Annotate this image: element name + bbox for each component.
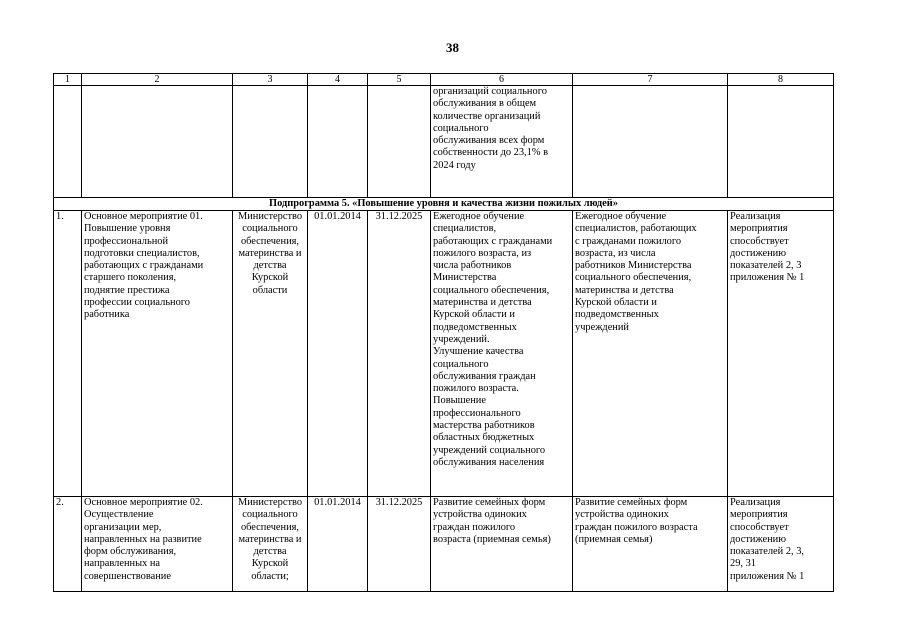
indicators-cell: Реализация мероприятия способствует достижению показателей 2, 3 приложения № 1 [728,211,834,497]
column-number-row [54,74,834,86]
continuation-row [54,86,834,198]
column-header-4: 4 [308,74,368,86]
table-cell [368,86,431,198]
end-date-cell: 31.12.2025 [368,211,431,497]
activity-cell: Основное мероприятие 01. Повышение уровня профессиональной подготовки специалистов, работающих с гражданами старшего поколения, поднятие престижа профессии социального работника [82,211,233,497]
table-row [54,497,834,592]
expected-result-cell: Ежегодное обучение специалистов, работающих с гражданами пожилого возраста, из числа работников Министерства социального обеспечения, материнства и детства Курской области и подведомственных учреждений. Улучшение качества социального обслуживания граждан пожилого возраста. Повышение профессионального мастерства работников областных бюджетных учреждений социального обслуживания населения [431,211,573,497]
table-cell [54,86,82,198]
table-cell [82,86,233,198]
consequence-cell: Ежегодное обучение специалистов, работающих с гражданами пожилого возраста, из числа работников Министерства социального обеспечения, материнства и детства Курской области и подведомственных учреждений [573,211,728,497]
column-header-5: 5 [368,74,431,86]
table-cell [573,86,728,198]
indicators-cell: Реализация мероприятия способствует достижению показателей 2, 3, 29, 31 приложения № 1 [728,497,834,592]
consequence-cell: Развитие семейных форм устройства одиноких граждан пожилого возраста (приемная семья) [573,497,728,592]
column-header-7: 7 [573,74,728,86]
table-row [54,211,834,497]
column-header-8: 8 [728,74,834,86]
column-header-3: 3 [233,74,308,86]
executor-cell: Министерство социального обеспечения, материнства и детства Курской области; [233,497,308,592]
page-number: 38 [446,40,459,55]
end-date-cell: 31.12.2025 [368,497,431,592]
column-header-2: 2 [82,74,233,86]
row-number: 1. [54,211,82,497]
activity-cell: Основное мероприятие 02. Осуществление организации мер, направленных на развитие форм обслуживания, направленных на совершенствование [82,497,233,592]
start-date-cell: 01.01.2014 [308,211,368,497]
table-cell [728,86,834,198]
table-cell [233,86,308,198]
subprogram-title: Подпрограмма 5. «Повышение уровня и качества жизни пожилых людей» [54,198,834,211]
subprogram-header-row [54,198,834,211]
table-cell [308,86,368,198]
expected-result-cell: Развитие семейных форм устройства одиноких граждан пожилого возраста (приемная семья) [431,497,573,592]
executor-cell: Министерство социального обеспечения, материнства и детства Курской области [233,211,308,497]
column-header-6: 6 [431,74,573,86]
program-table [53,73,834,592]
continuation-result-cell: организаций социального обслуживания в общем количестве организаций социального обслуживания всех форм собственности до 23,1% в 2024 году [431,86,573,198]
row-number: 2. [54,497,82,592]
column-header-1: 1 [54,74,82,86]
start-date-cell: 01.01.2014 [308,497,368,592]
